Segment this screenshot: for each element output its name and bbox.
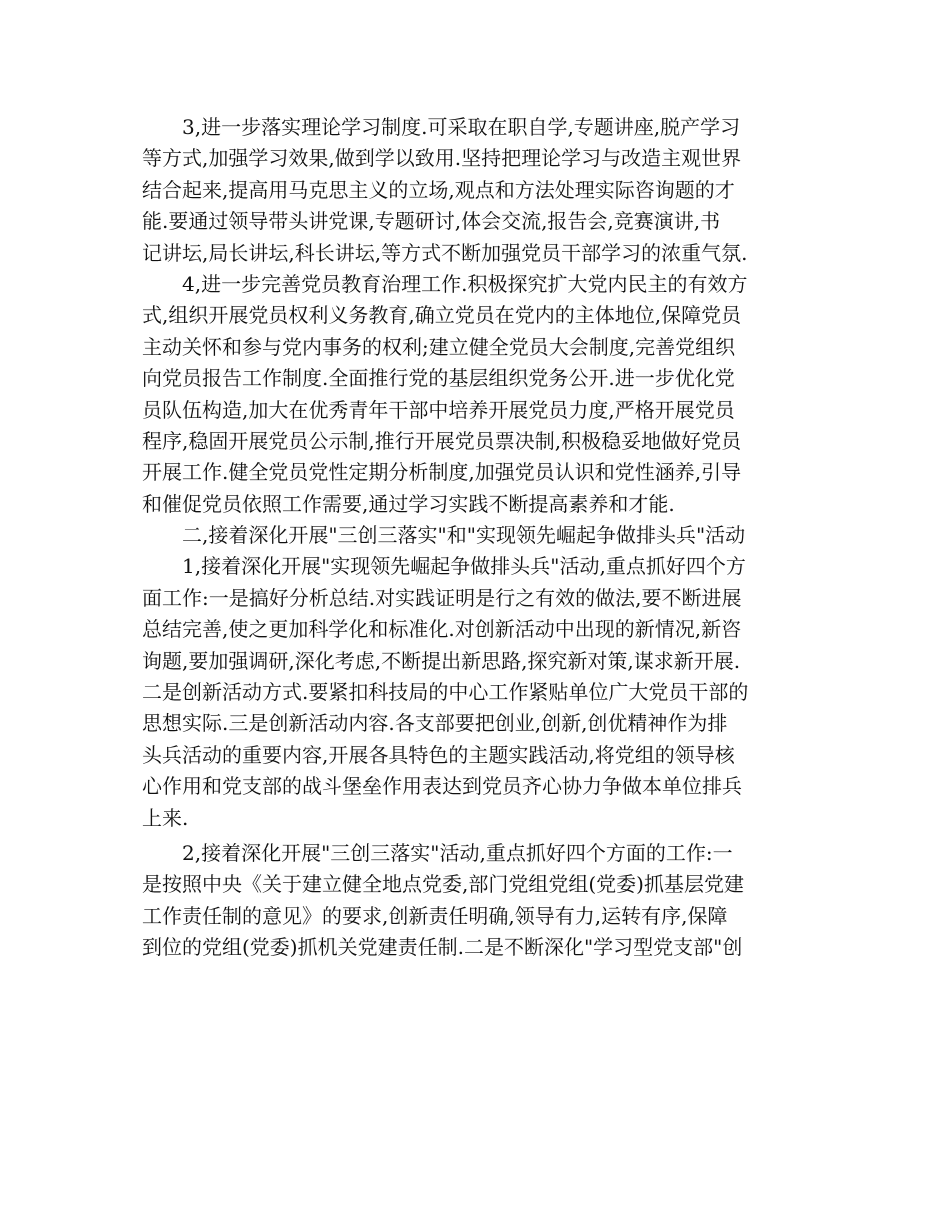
paragraph-1-line-1: 1,接着深化开展"实现领先崛起争做排头兵"活动,重点抓好四个方 bbox=[182, 554, 746, 579]
paragraph-3-line-5: 记讲坛,局长讲坛,科长讲坛,等方式不断加强党员干部学习的浓重气氛. bbox=[142, 240, 748, 265]
paragraph-1-line-5: 二是创新活动方式.要紧扣科技局的中心工作紧贴单位广大党员干部的 bbox=[142, 680, 749, 705]
paragraph-2-line-1: 2,接着深化开展"三创三落实"活动,重点抓好四个方面的工作:一 bbox=[182, 840, 733, 865]
paragraph-1-line-6: 思想实际.三是创新活动内容.各支部要把创业,创新,创优精神作为排 bbox=[142, 711, 728, 736]
paragraph-4-line-7: 开展工作.健全党员党性定期分析制度,加强党员认识和党性涵养,引导 bbox=[142, 460, 742, 485]
paragraph-2-line-4: 到位的党组(党委)抓机关党建责任制.二是不断深化"学习型党支部"创 bbox=[142, 935, 743, 960]
paragraph-1-line-7: 头兵活动的重要内容,开展各具特色的主题实践活动,将党组的领导核 bbox=[142, 742, 735, 767]
paragraph-4-line-1: 4,进一步完善党员教育治理工作.积极探究扩大党内民主的有效方 bbox=[182, 271, 748, 296]
paragraph-4-line-8: 和催促党员依照工作需要,通过学习实践不断提高素养和才能. bbox=[142, 491, 675, 516]
paragraph-3-line-2: 等方式,加强学习效果,做到学以致用.坚持把理论学习与改造主观世界 bbox=[142, 146, 742, 171]
paragraph-4-line-2: 式,组织开展党员权利义务教育,确立党员在党内的主体地位,保障党员 bbox=[142, 303, 742, 328]
paragraph-2-line-2: 是按照中央《关于建立健全地点党委,部门党组党组(党委)抓基层党建 bbox=[142, 872, 744, 897]
paragraph-4-line-6: 程序,稳固开展党员公示制,推行开展党员票决制,积极稳妥地做好党员 bbox=[142, 428, 742, 453]
paragraph-4-line-4: 向党员报告工作制度.全面推行党的基层组织党务公开.进一步优化党 bbox=[142, 366, 735, 391]
paragraph-1-line-9: 上来. bbox=[142, 805, 189, 830]
paragraph-3-line-3: 结合起来,提高用马克思主义的立场,观点和方法处理实际咨询题的才 bbox=[142, 177, 735, 202]
paragraph-1-line-8: 心作用和党支部的战斗堡垒作用表达到党员齐心协力争做本单位排兵 bbox=[142, 774, 742, 799]
document-body bbox=[142, 112, 822, 964]
paragraph-3-line-4: 能.要通过领导带头讲党课,专题研讨,体会交流,报告会,竞赛演讲,书 bbox=[142, 209, 721, 234]
paragraph-1-line-2: 面工作:一是搞好分析总结.对实践证明是行之有效的做法,要不断进展 bbox=[142, 585, 742, 610]
paragraph-4-line-3: 主动关怀和参与党内事务的权利;建立健全党员大会制度,完善党组织 bbox=[142, 334, 736, 359]
paragraph-3-line-1: 3,进一步落实理论学习制度.可采取在职自学,专题讲座,脱产学习 bbox=[182, 115, 741, 139]
paragraph-2-line-3: 工作责任制的意见》的要求,创新责任明确,领导有力,运转有序,保障 bbox=[142, 903, 728, 928]
section-heading-2: 二,接着深化开展"三创三落实"和"实现领先崛起争做排头兵"活动 bbox=[182, 523, 746, 548]
paragraph-1-line-3: 总结完善,使之更加科学化和标准化.对创新活动中出现的新情况,新咨 bbox=[142, 617, 742, 642]
paragraph-1-line-4: 询题,要加强调研,深化考虑,不断提出新思路,探究新对策,谋求新开展. bbox=[142, 648, 741, 673]
paragraph-4-line-5: 员队伍构造,加大在优秀青年干部中培养开展党员力度,严格开展党员 bbox=[142, 397, 735, 422]
